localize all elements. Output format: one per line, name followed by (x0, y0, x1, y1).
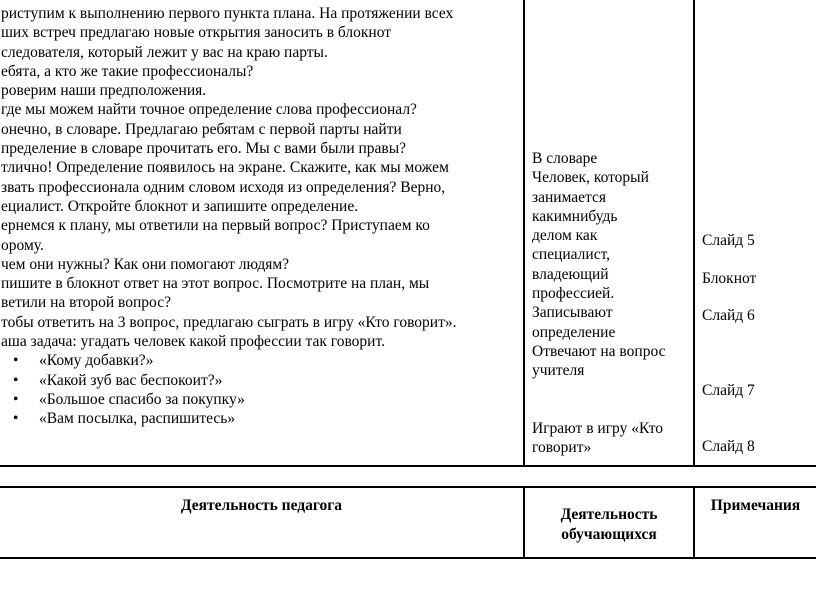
student-line: занимается (532, 188, 607, 206)
bullet-item (1, 371, 457, 390)
teacher-line: онечно, в словаре. Предлагаю ребятам с первой парты найти (1, 120, 402, 138)
teacher-line: звать профессионала одним словом исходя из определения? Верно, (1, 178, 446, 196)
student-line: какимнибудь (532, 207, 618, 225)
student-header-line: обучающихся (561, 526, 657, 543)
student-line: Человек, который (532, 169, 649, 187)
student-line: специалист, (532, 246, 611, 264)
bullet-icon: • (13, 390, 19, 408)
teacher-line: чем они нужны? Как они помогают людям? (1, 255, 290, 273)
student-line: говорит» (532, 439, 592, 457)
student-line: делом как (532, 227, 598, 245)
teacher-line: где мы можем найти точное определение слова профессионал? (1, 101, 417, 119)
top-table-bottom-border (0, 465, 816, 467)
top-table-divider-1 (523, 0, 525, 466)
note-slide-5: Слайд 5 (702, 232, 755, 249)
student-line: Записывают (532, 304, 613, 322)
teacher-line: ециалист. Откройте блокнот и запишите определение. (1, 197, 359, 215)
bullet-item (1, 409, 457, 428)
student-line: владеющий (532, 265, 609, 283)
student-line: учителя (532, 362, 585, 380)
teacher-line: аша задача: угадать человек какой профессии так говорит. (1, 333, 385, 351)
student-activity-text (532, 149, 665, 381)
student-line: профессией. (532, 285, 615, 303)
bullet-text: «Кому добавки?» (39, 352, 154, 370)
note-slide-7: Слайд 7 (702, 382, 755, 399)
teacher-line: роверим наши предположения. (1, 82, 207, 100)
bullet-icon: • (13, 410, 19, 428)
teacher-line: пределение в словаре прочитать его. Мы с вами были правы? (1, 140, 407, 158)
teacher-activity-text (1, 4, 457, 429)
bullet-text: «Большое спасибо за покупку» (39, 390, 245, 408)
student-game-text (532, 419, 663, 458)
student-line: В словаре (532, 150, 598, 167)
teacher-line: ших встреч предлагаю новые открытия заносить в блокнот (1, 24, 392, 42)
teacher-activity-header: Деятельность педагога (180, 497, 343, 514)
bullet-text: «Какой зуб вас беспокоит?» (39, 371, 223, 389)
student-activity-header (525, 505, 693, 545)
teacher-line: ернемся к плану, мы ответили на первый вопрос? Приступаем ко (1, 217, 430, 235)
top-table-divider-2 (693, 0, 695, 466)
bullet-icon: • (13, 371, 19, 389)
teacher-line: пишите в блокнот ответ на этот вопрос. Посмотрите на план, мы (1, 275, 430, 293)
bullet-item (1, 351, 457, 370)
notes-header: Примечания (710, 497, 801, 514)
student-line: определение (532, 323, 616, 341)
bullet-item (1, 390, 457, 409)
student-line: Играют в игру «Кто (532, 420, 664, 437)
teacher-line: тлично! Определение появилось на экране. Скажите, как мы можем (1, 159, 449, 177)
teacher-line: следователя, который лежит у вас на краю парты. (1, 43, 328, 61)
student-header-line: Деятельность (560, 506, 658, 523)
bullet-text: «Вам посылка, распишитесь» (39, 410, 236, 428)
note-slide-8: Слайд 8 (702, 438, 755, 455)
teacher-line: тобы ответить на 3 вопрос, предлагаю сыграть в игру «Кто говорит». (1, 313, 457, 331)
teacher-line: ветили на второй вопрос? (1, 294, 171, 312)
teacher-line: ебята, а кто же такие профессионалы? (1, 62, 254, 80)
note-slide-6: Слайд 6 (702, 307, 755, 324)
bullet-icon: • (13, 352, 19, 370)
note-notebook: Блокнот (702, 270, 757, 287)
student-line: Отвечают на вопрос (532, 342, 666, 360)
teacher-line: риступим к выполнению первого пункта плана. На протяжении всех (1, 5, 454, 22)
teacher-line: орому. (1, 236, 44, 254)
